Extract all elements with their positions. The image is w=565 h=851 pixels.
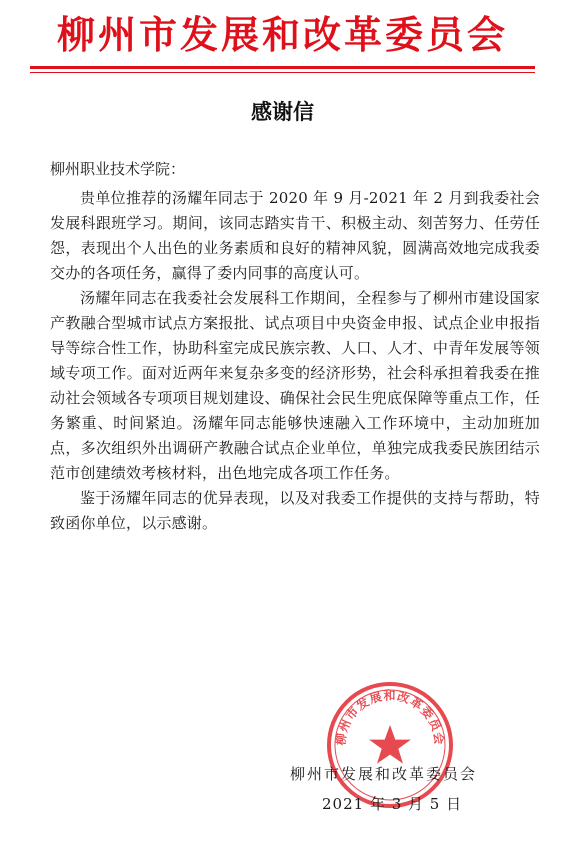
official-seal-stamp [325,680,455,810]
letterhead-rule-thick [30,66,535,69]
signature-date: 2021 年 3 月 5 日 [322,795,463,813]
letter-body [50,186,540,536]
signature-organization: 柳州市发展和改革委员会 [290,765,478,783]
svg-text:柳州市发展和改革委员会: 柳州市发展和改革委员会 [333,688,447,747]
salutation: 柳州职业技术学院： [50,160,186,178]
letterhead-rule-thin [30,72,535,73]
body-paragraph-1: 贵单位推荐的汤耀年同志于 2020 年 9 月-2021 年 2 月到我委社会发展科跟班学习。期间，该同志踏实肯干、积极主动、刻苦努力、任劳任怨，表现出个人出色的业务素质和良好的精神风貌，圆满高效地完成我委交办的各项任务，赢得了委内同事的高度认可。 [50,189,540,282]
body-paragraph-3: 鉴于汤耀年同志的优异表现，以及对我委工作提供的支持与帮助，特致函你单位，以示感谢。 [50,489,540,532]
seal-star-icon [369,725,411,764]
body-paragraph-2: 汤耀年同志在我委社会发展科工作期间，全程参与了柳州市建设国家产教融合型城市试点方案报批、试点项目中央资金申报、试点企业申报指导等综合性工作，协助科室完成民族宗教、人口、人才、中青年发展等领域专项工作。面对近两年来复杂多变的经济形势，社会科承担着我委在推动社会领域各专项项目规划建设、确保社会民生兜底保障等重点工作，任务繁重、时间紧迫。汤耀年同志能够快速融入工作环境中，主动加班加点，多次组织外出调研产教融合试点企业单位，单独完成我委民族团结示范市创建绩效考核材料，出色地完成各项工作任务。 [50,289,540,482]
document-title: 感谢信 [251,100,314,124]
letterhead-title: 柳州市发展和改革委员会 [56,12,508,57]
